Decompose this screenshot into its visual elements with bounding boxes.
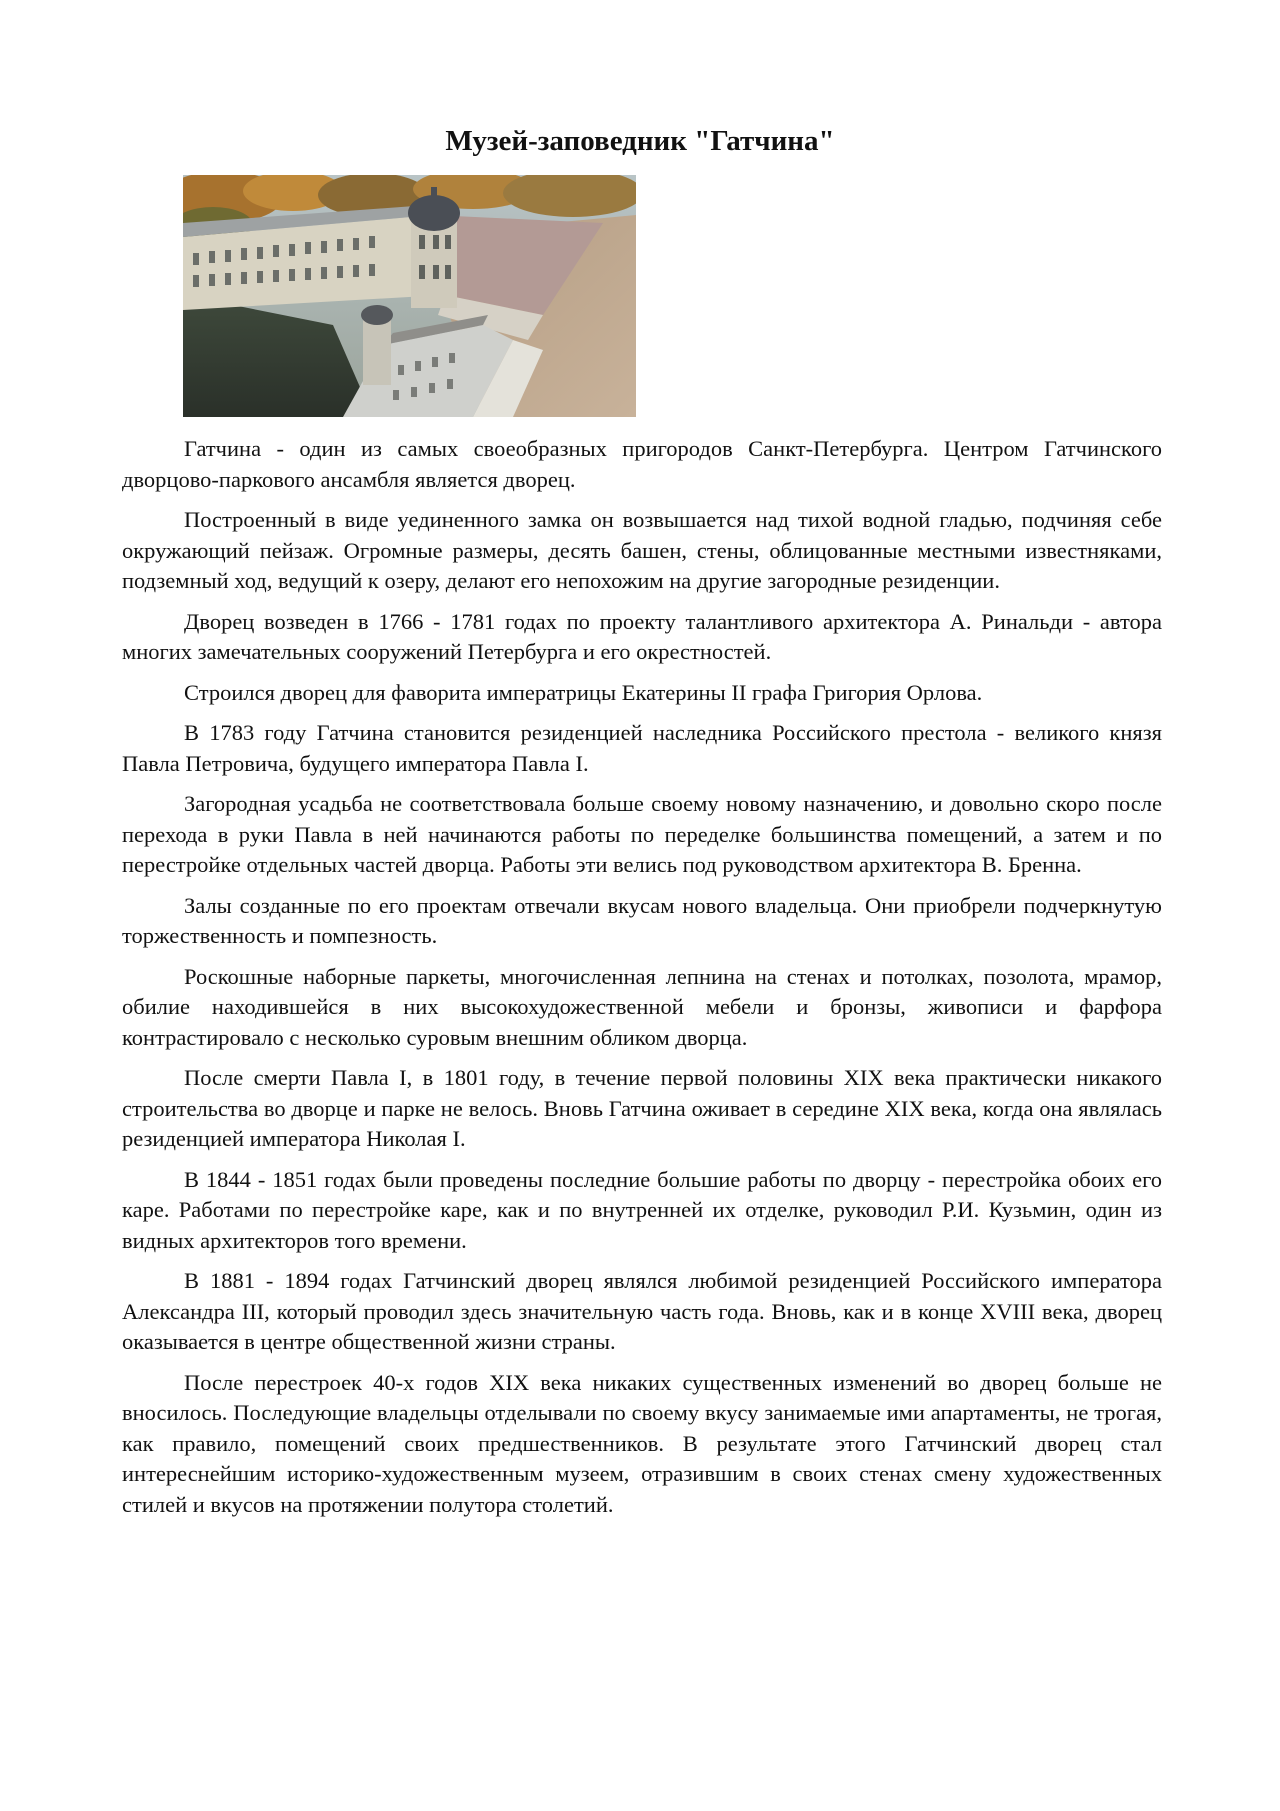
- paragraph: После смерти Павла I, в 1801 году, в течение первой половины XIX века практически никакого строительства во дворце и парке не велось. Вновь Гатчина оживает в середине XIX века, когда она являлась резиденцией императора Николая I.: [122, 1065, 1162, 1151]
- paragraph: Построенный в виде уединенного замка он возвышается над тихой водной гладью, подчиняя себе окружающий пейзаж. Огромные размеры, десять башен, стены, облицованные местными известняками, подземный ход, ведущий к озеру, делают его непохожим на другие загородные резиденции.: [122, 507, 1162, 593]
- paragraph: После перестроек 40-х годов XIX века никаких существенных изменений во дворец больше не вносилось. Последующие владельцы отделывали по своему вкусу занимаемые ими апартаменты, не трогая, как правило, помещений своих предшественников. В результате этого Гатчинский дворец стал интереснейшим историко-художественным музеем, отразившим в своих стенах смену художественных стилей и вкусов на протяжении полутора столетий.: [122, 1369, 1162, 1517]
- palace-photo: [183, 175, 636, 417]
- paragraph: Дворец возведен в 1766 - 1781 годах по проекту талантливого архитектора А. Ринальди - автора многих замечательных сооружений Петербурга и его окрестностей.: [122, 608, 1162, 664]
- paragraph: Гатчина - один из самых своеобразных пригородов Санкт-Петербурга. Центром Гатчинского дворцово-паркового ансамбля является дворец.: [122, 436, 1162, 492]
- paragraph: Залы созданные по его проектам отвечали вкусам нового владельца. Они приобрели подчеркнутую торжественность и помпезность.: [122, 892, 1162, 948]
- paragraph: Строился дворец для фаворита императрицы Екатерины II графа Григория Орлова.: [184, 679, 983, 705]
- paragraph: В 1881 - 1894 годах Гатчинский дворец являлся любимой резиденцией Российского императора Александра III, который проводил здесь значительную часть года. Вновь, как и в конце XVIII века, дворец оказывается в центре общественной жизни страны.: [122, 1268, 1162, 1354]
- paragraph: Роскошные наборные паркеты, многочисленная лепнина на стенах и потолках, позолота, мрамор, обилие находившейся в них высокохудожественной мебели и бронзы, живописи и фарфора контрастировало с несколько суровым внешним обликом дворца.: [122, 963, 1162, 1050]
- paragraph: В 1844 - 1851 годах были проведены последние большие работы по дворцу - перестройка обоих его каре. Работами по перестройке каре, как и по внутренней их отделке, руководил Р.И. Кузьмин, один из видных архитекторов того времени.: [122, 1166, 1162, 1253]
- document-title: Музей-заповедник "Гатчина": [445, 125, 835, 157]
- paragraph: Загородная усадьба не соответствовала больше своему новому назначению, и довольно скоро после перехода в руки Павла в ней начинаются работы по переделке большинства помещений, а затем и по перестройке отдельных частей дворца. Работы эти велись под руководством архитектора В. Бренна.: [122, 791, 1162, 877]
- document-body: [122, 434, 1162, 1530]
- paragraph: В 1783 году Гатчина становится резиденцией наследника Российского престола - великого князя Павла Петровича, будущего императора Павла I.: [122, 720, 1162, 776]
